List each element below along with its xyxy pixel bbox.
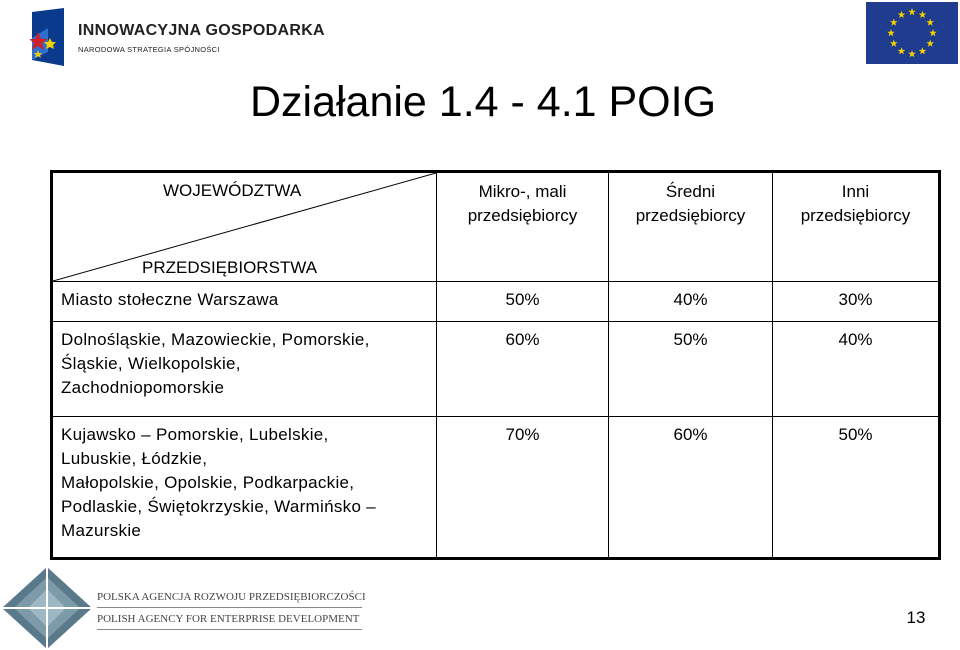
value-cell: 50% [773,417,940,559]
corner-label-enterprises: PRZEDSIĘBIORSTWA [142,258,318,277]
eu-flag-icon [866,2,958,64]
table-header-row [52,172,940,282]
column-header-other: Inni przedsiębiorcy [773,172,940,282]
value-cell: 60% [437,322,609,417]
parp-diamond-icon [2,567,92,649]
value-cell: 60% [609,417,773,559]
column-header-medium: Średni przedsiębiorcy [609,172,773,282]
corner-label-voivodeships: WOJEWÓDZTWA [163,181,302,200]
column-header-micro-small: Mikro-, mali przedsiębiorcy [437,172,609,282]
region-cell: Kujawsko – Pomorskie, Lubelskie, Lubuskie, Łódzkie, Małopolskie, Opolskie, Podkarpackie, Podlaskie, Świętokrzyskie, Warmińsko – Mazurskie [52,417,437,559]
agency-name-en: POLISH AGENCY FOR ENTERPRISE DEVELOPMENT [97,613,360,625]
corner-cell [52,172,437,282]
table-row [52,282,940,322]
value-cell: 50% [609,322,773,417]
page-title: Działanie 1.4 - 4.1 POIG [249,78,717,126]
value-cell: 70% [437,417,609,559]
divider [97,607,362,608]
table-row [52,417,940,559]
innowacyjna-gospodarka-logo [30,8,325,66]
parp-logo [2,567,372,649]
table-row [52,322,940,417]
value-cell: 50% [437,282,609,322]
logo-subtitle: NARODOWA STRATEGIA SPÓJNOŚCI [78,45,220,54]
ig-logo-icon [30,8,66,66]
page-number: 13 [906,608,926,627]
funding-table [50,170,941,560]
agency-name-pl: POLSKA AGENCJA ROZWOJU PRZEDSIĘBIORCZOŚCI [97,591,366,603]
value-cell: 30% [773,282,940,322]
region-cell: Dolnośląskie, Mazowieckie, Pomorskie, Śląskie, Wielkopolskie, Zachodniopomorskie [52,322,437,417]
value-cell: 40% [773,322,940,417]
region-cell: Miasto stołeczne Warszawa [52,282,437,322]
value-cell: 40% [609,282,773,322]
logo-title: INNOWACYJNA GOSPODARKA [78,22,325,39]
divider [97,629,362,630]
